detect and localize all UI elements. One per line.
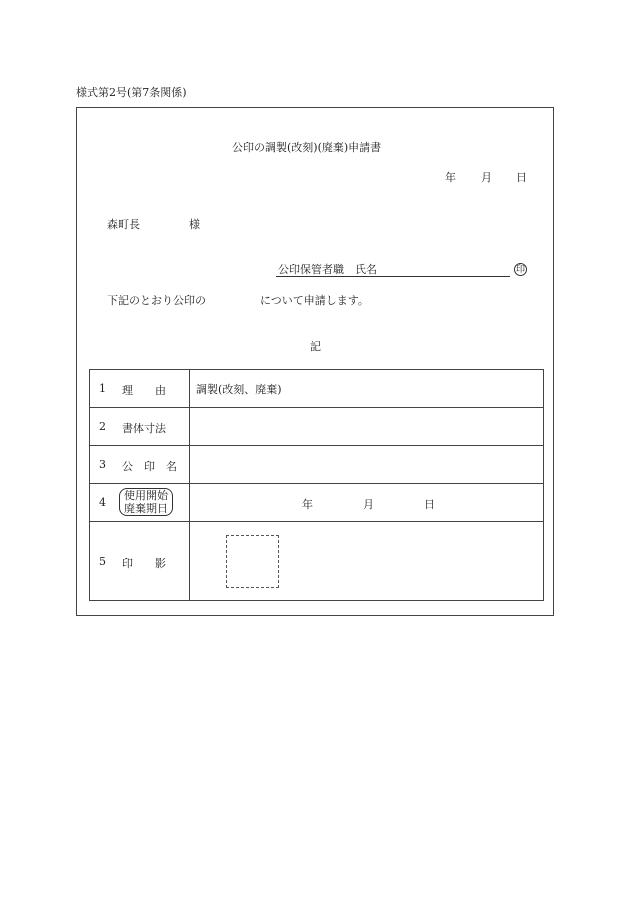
year-label: 年 — [302, 498, 313, 511]
row-label: 印 影 — [122, 557, 166, 570]
addressee-honorific: 様 — [189, 218, 200, 231]
row-number: 3 — [99, 458, 106, 471]
row-number: 5 — [99, 555, 106, 568]
request-text-prefix: 下記のとおり公印の — [107, 294, 206, 307]
reason-value-cell[interactable] — [190, 370, 544, 408]
ki-heading: 記 — [310, 340, 321, 353]
applicant-label: 公印保管者職 氏名 — [278, 263, 377, 276]
table-row — [90, 446, 544, 484]
applicant-name-line — [276, 276, 510, 277]
seal-impression-cell[interactable] — [190, 522, 544, 601]
table-row — [90, 522, 544, 601]
label-line-1: 使用開始 — [124, 489, 168, 502]
table-row — [90, 484, 544, 522]
seal-mark: 印 — [515, 265, 525, 275]
row-label: 公 印 名 — [122, 460, 177, 473]
details-table — [89, 369, 544, 601]
day-label: 日 — [424, 498, 435, 511]
label-line-2: 廃棄期日 — [124, 502, 168, 515]
row-number: 1 — [99, 382, 106, 395]
date-month-label: 月 — [481, 171, 492, 184]
table-row — [90, 370, 544, 408]
date-year-label: 年 — [445, 171, 456, 184]
seal-name-value-cell[interactable] — [190, 446, 544, 484]
request-text-suffix: について申請します。 — [260, 294, 369, 307]
row-number: 4 — [99, 496, 106, 509]
form-title: 公印の調製(改刻)(廃棄)申請書 — [232, 141, 382, 154]
row-label-cell — [90, 370, 190, 408]
reason-value: 調製(改刻、廃棄) — [196, 382, 282, 396]
date-day-label: 日 — [516, 171, 527, 184]
seal-impression-box — [226, 535, 279, 588]
row-label: 書体寸法 — [122, 422, 166, 435]
date-value-cell[interactable] — [190, 484, 544, 522]
table-row — [90, 408, 544, 446]
font-size-value-cell[interactable] — [190, 408, 544, 446]
row-label-cell — [90, 484, 190, 522]
row-label-cell — [90, 522, 190, 601]
row-label: 理 由 — [122, 384, 166, 397]
bracketed-label — [119, 488, 173, 516]
row-label-cell — [90, 408, 190, 446]
row-number: 2 — [99, 420, 106, 433]
row-label-cell — [90, 446, 190, 484]
month-label: 月 — [363, 498, 374, 511]
form-number-label: 様式第2号(第7条関係) — [76, 86, 187, 99]
addressee-name: 森町長 — [107, 218, 140, 231]
